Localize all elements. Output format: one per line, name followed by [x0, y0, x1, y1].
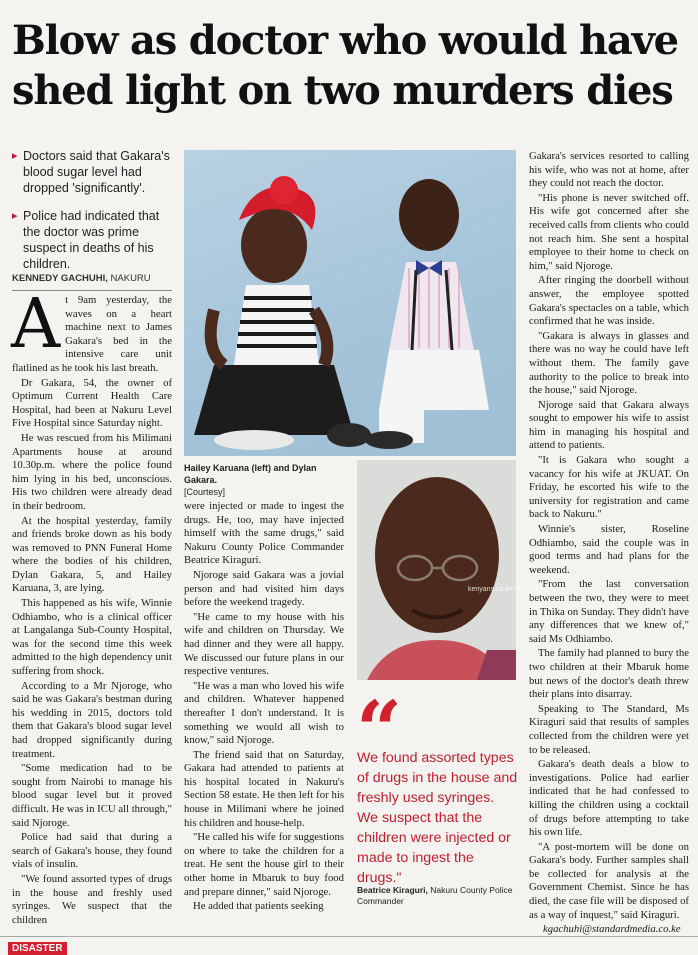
children-illustration — [184, 150, 516, 456]
headline-line-1: Blow as doctor who would have — [12, 17, 678, 64]
article-paragraph: Dr Gakara, 54, the owner of Optimum Current Health Care Hospital, had been at Nakuru Level Five Hospital since Saturday night. — [12, 376, 172, 430]
drop-cap: A — [11, 285, 61, 364]
article-column-3 — [529, 150, 689, 938]
article-paragraph: This happened as his wife, Winnie Odhiambo, who is a clinical officer at Langalanga Sub-County Hospital, was for the second time this week admitted to the high dependency unit suffering from shock. — [12, 597, 172, 678]
section-tag: DISASTER — [8, 942, 67, 955]
byline-author: KENNEDY GACHUHI, — [12, 273, 108, 284]
photo-caption — [184, 462, 349, 498]
article-paragraph: He added that patients seeking — [193, 900, 324, 913]
doctor-illustration — [357, 460, 516, 680]
article-paragraph: "He called his wife for suggestions on where to take the children for a treat. He sent the house girl to their other home in Mbaruk to buy food and prepare dinner," said Njoroge. — [184, 831, 344, 898]
quote-name: Beatrice Kiraguri, — [357, 885, 428, 895]
article-paragraph: "Gakara is always in glasses and there was no way he could have left without them. The family gave authority to the police to break into the house," said Njoroge. — [529, 329, 689, 397]
article-paragraph: At 9am yesterday, the waves on a heart machine next to James Gakara's bed in the intensive care unit flatlined as he took his last breath. — [11, 285, 172, 374]
article-paragraph: At the hospital yesterday, family and friends broke down as his body was removed to PNN Funeral Home where the bodies of his children, Dylan Gakara, 5, and Hailey Karuana, 3, are lying. — [12, 514, 172, 595]
author-email[interactable]: kgachuhi@standardmedia.co.ke — [543, 923, 681, 936]
article-paragraph: "He was a man who loved his wife and children. Whatever happened thereafter I don't understand. It is something we would all wish to know," said Njoroge. — [184, 679, 344, 747]
summary-bullet: ▸ Doctors said that Gakara's blood sugar level had dropped 'significantly'. — [12, 148, 172, 196]
article-paragraph: "We found assorted types of drugs in the house and freshly used syringes. We suspect that the children — [12, 872, 172, 926]
watermark: kenyans.co.ke/2024/11/... — [468, 586, 548, 593]
article-paragraph: Gakara's services resorted to calling his wife, who was not at home, after they could not reach the doctor. — [529, 150, 689, 190]
article-column-2 — [184, 500, 344, 915]
article-paragraph: After ringing the doorbell without answer, the employee spotted Gakara's spectacles on a table, which confirmed that he was inside. — [529, 274, 689, 328]
article-paragraph: Njoroge said that Gakara always sought to empower his wife to assist him in managing his hospital and attend to patients. — [529, 398, 689, 452]
article-paragraph: According to a Mr Njoroge, who said he was Gakara's bestman during his wedding in 2015, doctors told them that Gakara's blood sugar level had dropped significantly during treatment. — [12, 679, 172, 760]
article-paragraph: Njoroge said Gakara was a jovial person and had visited him days before the weekend tragedy. — [184, 568, 344, 609]
article-paragraph: The family had planned to bury the two children at their Mbaruk home but news of the doctor's death threw their plans into disarray. — [529, 647, 689, 701]
article-paragraph: "It is Gakara who sought a vacancy for his wife at JKUAT. On Friday, he escorted his wife to the university for registration and came back to Nakuru." — [529, 454, 689, 521]
article-paragraph: "His phone is never switched off. His wife got concerned after she received calls from clients who could not reach him. She sent a hospital employee to their home to check on him," said Njoroge. — [529, 191, 689, 272]
doctor-photo — [357, 460, 516, 680]
summary-bullet: ▸ Police had indicated that the doctor was prime suspect in deaths of his children. — [12, 208, 172, 272]
caption-names: Hailey Karuana (left) and Dylan Gakara. — [184, 463, 317, 485]
article-paragraph: He was rescued from his Milimani Apartments house at around 10.30p.m. where the police found him lying in his bed, unconscious. His two children were already dead in their bedroom. — [12, 431, 172, 512]
pull-quote: We found assorted types of drugs in the house and freshly used syringes. We suspect that the children were injected or made to ingest the drugs." — [357, 750, 518, 886]
headline — [12, 16, 692, 116]
summary-bullets — [12, 148, 172, 284]
bottom-divider — [0, 936, 698, 937]
byline-location: NAKURU — [110, 273, 151, 284]
children-photo — [184, 150, 516, 456]
caption-credit: [Courtesy] — [184, 487, 226, 497]
article-paragraph: "From the last conversation between the two, they were to meet in Thika on Sunday. They didn't have any differences that we knew of," said Ms Odhiambo. — [529, 578, 689, 645]
article-paragraph: "Some medication had to be sought from Nairobi to manage his blood sugar level but it proved difficult. He was in ICU all through," said Njoroge. — [12, 762, 172, 829]
headline-line-2: shed light on two murders dies — [12, 67, 673, 114]
article-paragraph: "A post-mortem will be done on Gakara's body. Further samples shall be collected for analysis at the Government Chemist. Since he has died, the case file will be disposed of as a way of inquest," said Kiraguri. — [529, 840, 689, 921]
article-paragraph: Speaking to The Standard, Ms Kiraguri said that results of samples collected from the children were yet to be released. — [529, 702, 689, 756]
pull-quote-attribution — [357, 885, 522, 907]
article-paragraph: were injected or made to ingest the drugs. He, too, may have injected himself with the same drugs," said Nakuru County Police Commander Beatrice Kiraguri. — [184, 500, 344, 567]
article-column-1 — [11, 285, 172, 928]
article-paragraph: Gakara's death deals a blow to investigations. Police had earlier indicated that he had confessed to killing the children using a cocktail of drugs before attempting to take his own life. — [529, 758, 689, 839]
quote-title: Nakuru County Police Commander — [357, 885, 513, 906]
article-paragraph: Winnie's sister, Roseline Odhiambo, said the couple was in good terms and had plans for the weekend. — [529, 523, 689, 576]
quote-mark-icon: “ — [356, 683, 403, 777]
article-paragraph: "He came to my house with his wife and children on Thursday. We had dinner and they were all happy. We discussed our future plans in our respective ventures. — [184, 610, 344, 678]
article-paragraph: Police had said that during a search of Gakara's house, they found vials of insulin. — [12, 831, 172, 871]
article-paragraph: The friend said that on Saturday, Gakara had attended to patients at his hospital located in Nakuru's Section 58 estate. He then left for his house in Milimani where he joined his children and house-help. — [184, 748, 344, 829]
